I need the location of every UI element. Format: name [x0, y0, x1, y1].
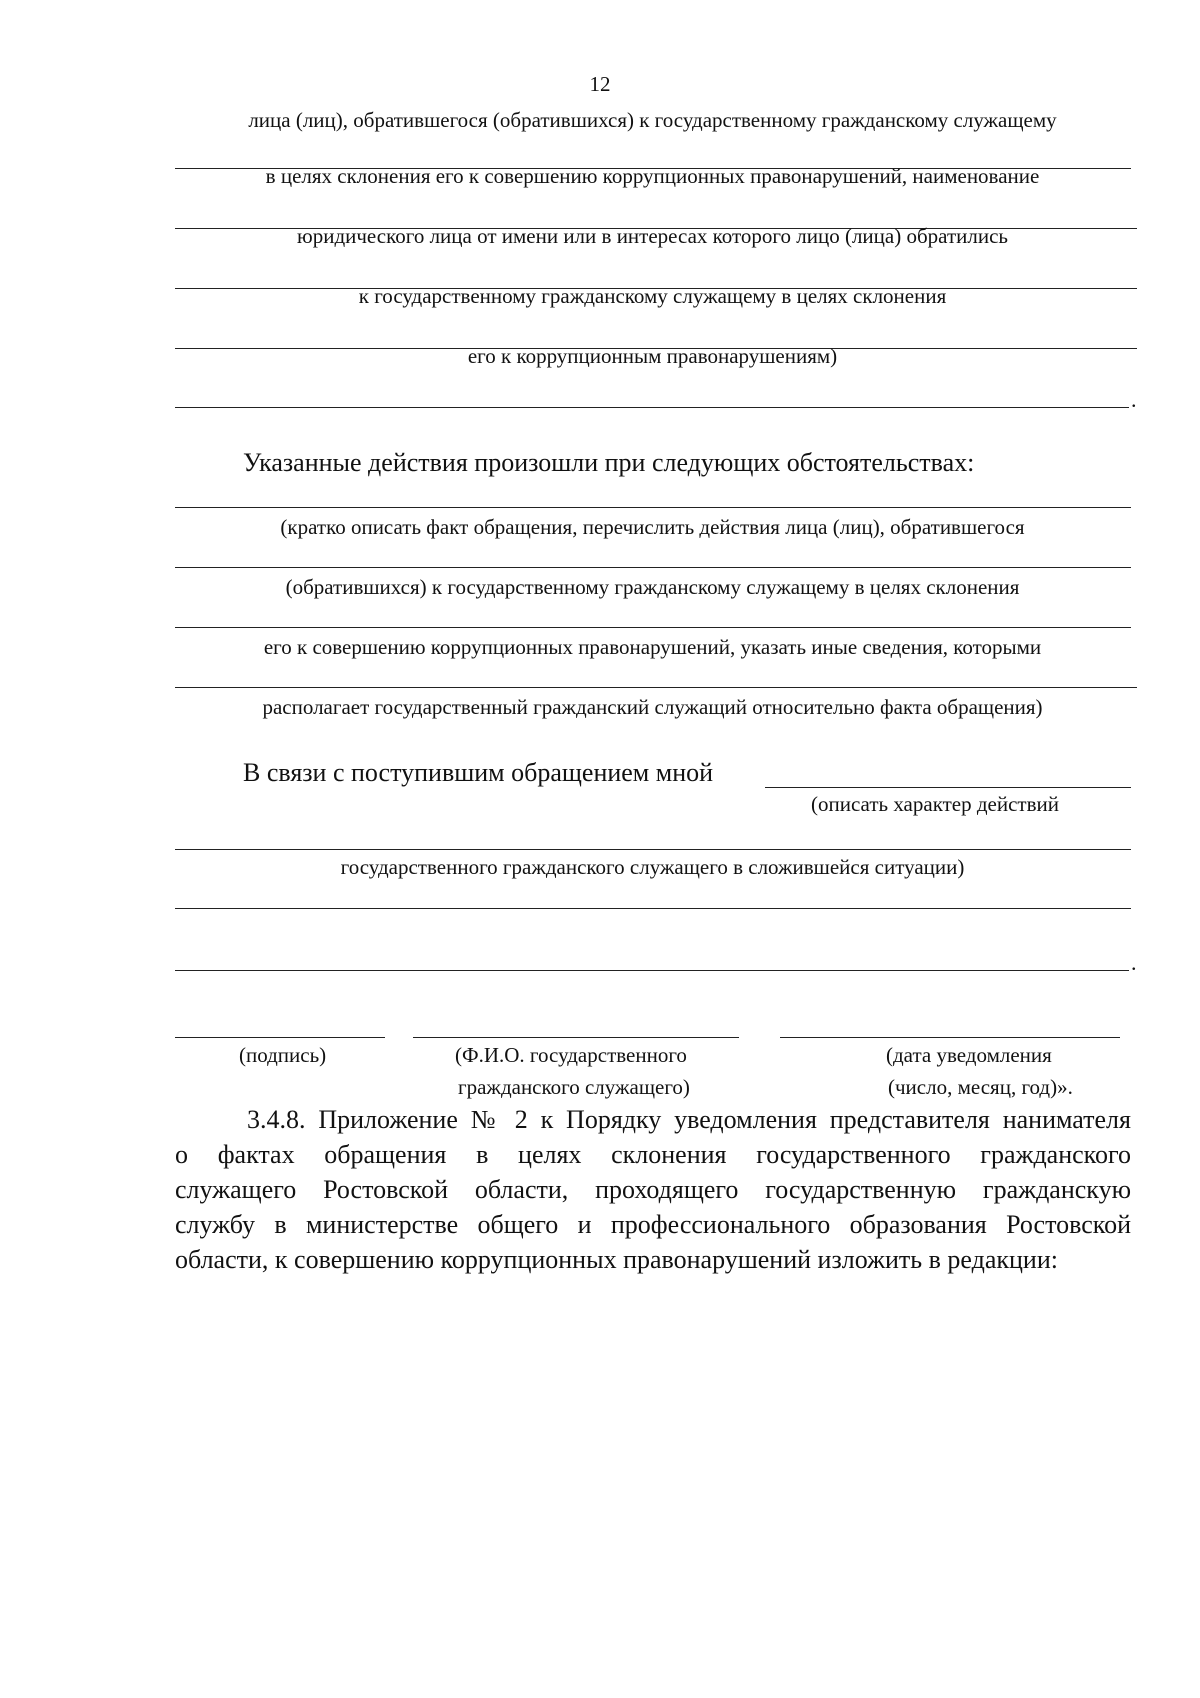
circumstances-caption-3: его к совершению коррупционных правонарушений, указать иные сведения, которыми [263, 635, 1042, 659]
signature-line[interactable] [175, 1037, 385, 1038]
name-caption-2: гражданского служащего) [458, 1075, 690, 1099]
form-caption-1: лица (лиц), обратившегося (обратившихся) к государственному гражданскому служащему [248, 108, 1057, 132]
paragraph-line-1: 3.4.8. Приложение № 2 к Порядку уведомления представителя нанимателя [247, 1105, 1131, 1134]
actions-caption-2: государственного гражданского служащего в сложившейся ситуации) [340, 855, 965, 879]
paragraph-line-5: области, к совершению коррупционных правонарушений изложить в редакции: [175, 1245, 1058, 1274]
name-caption-1: (Ф.И.О. государственного [455, 1043, 687, 1067]
blank-line[interactable] [175, 627, 1131, 628]
date-line[interactable] [780, 1037, 1120, 1038]
actions-caption-1: (описать характер действий [811, 792, 1060, 816]
signature-caption: (подпись) [239, 1043, 327, 1067]
blank-line[interactable] [175, 970, 1129, 971]
date-caption-1: (дата уведомления [886, 1043, 1052, 1067]
line-end-dot: . [1131, 387, 1137, 412]
circumstances-caption-4: располагает государственный гражданский служащий относительно факта обращения) [262, 695, 1043, 719]
paragraph-line-3: служащего Ростовской области, проходящего государственную гражданскую [175, 1175, 1131, 1204]
blank-line[interactable] [175, 507, 1131, 508]
paragraph-line-4: службу в министерстве общего и профессионального образования Ростовской [175, 1210, 1131, 1239]
paragraph-line-2: о фактах обращения в целях склонения государственного гражданского [175, 1140, 1131, 1169]
name-line[interactable] [413, 1037, 739, 1038]
line-end-dot: . [1131, 950, 1137, 975]
date-caption-2: (число, месяц, год)». [888, 1075, 1073, 1099]
body-paragraph [175, 1102, 1131, 1277]
blank-line[interactable] [175, 407, 1129, 408]
form-caption-5: его к коррупционным правонарушениям) [467, 344, 838, 368]
page-number: 12 [589, 72, 611, 96]
circumstances-caption-2: (обратившихся) к государственному гражданскому служащему в целях склонения [285, 575, 1020, 599]
form-caption-4: к государственному гражданскому служащему в целях склонения [358, 284, 947, 308]
blank-line[interactable] [175, 687, 1137, 688]
blank-line[interactable] [175, 567, 1131, 568]
form-caption-3: юридического лица от имени или в интересах которого лицо (лица) обратились [297, 224, 1008, 248]
form-caption-2: в целях склонения его к совершению коррупционных правонарушений, наименование [265, 164, 1040, 188]
actions-lead: В связи с поступившим обращением мной [243, 758, 714, 787]
blank-line[interactable] [175, 849, 1131, 850]
blank-line[interactable] [175, 908, 1131, 909]
circumstances-heading: Указанные действия произошли при следующих обстоятельствах: [243, 448, 975, 477]
circumstances-caption-1: (кратко описать факт обращения, перечислить действия лица (лиц), обратившегося [280, 515, 1025, 539]
actions-blank-line[interactable] [765, 787, 1131, 788]
